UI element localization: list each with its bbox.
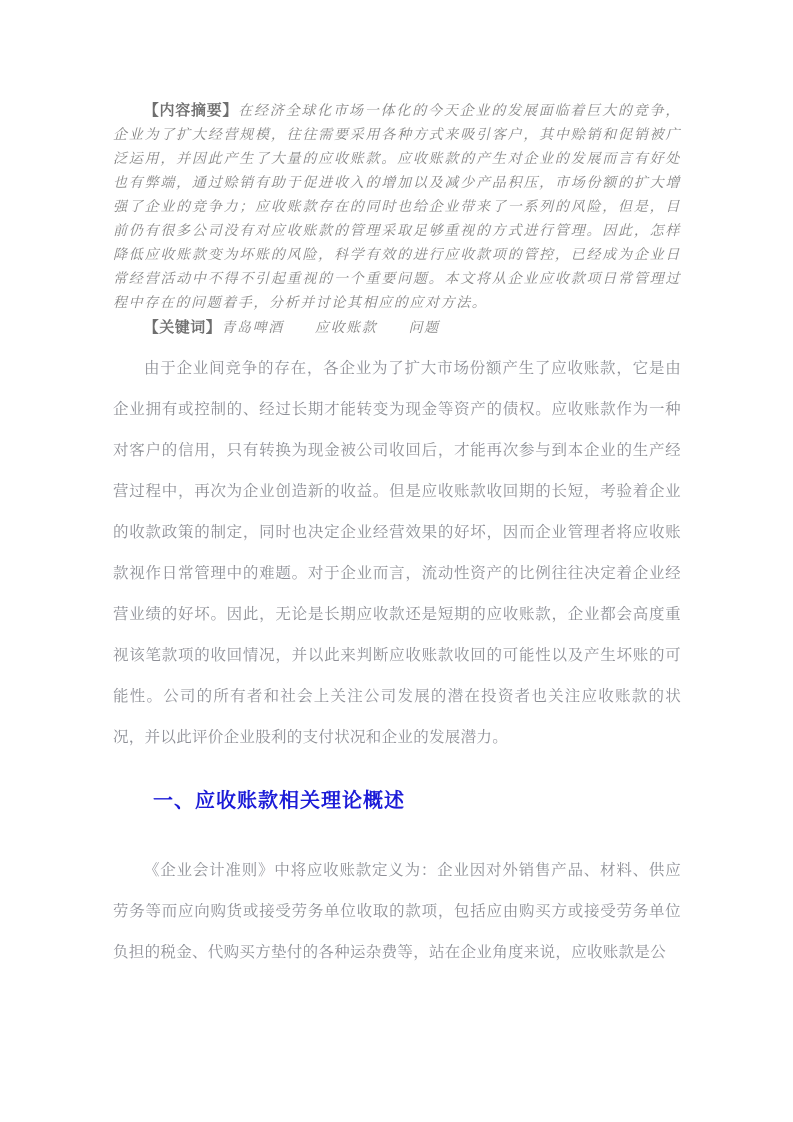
- keywords-line: [113, 315, 681, 340]
- section-heading: 一、应收账款相关理论概述: [153, 790, 405, 812]
- keywords-text: 青岛啤酒 应收账款 问题: [221, 320, 440, 336]
- abstract-paragraph: [113, 98, 681, 315]
- section-paragraph: 《企业会计准则》中将应收账款定义为：企业因对外销售产品、材料、供应劳务等而应向购货或接受劳务单位收取的款项，包括应由购买方或接受劳务单位负担的税金、代购买方垫付的各种运杂费等，站在企业角度来说，应收账款是公: [113, 862, 681, 961]
- keywords-label: 【关键词】: [143, 318, 222, 336]
- intro-paragraph: 由于企业间竞争的存在，各企业为了扩大市场份额产生了应收账款，它是由企业拥有或控制的、经过长期才能转变为现金等资产的债权。应收账款作为一种对客户的信用，只有转换为现金被公司收回后，才能再次参与到本企业的生产经营过程中，再次为企业创造新的收益。但是应收账款收回期的长短，考验着企业的收款政策的制定，同时也决定企业经营效果的好坏，因而企业管理者将应收账款视作日常管理中的难题。对于企业而言，流动性资产的比例往往决定着企业经营业绩的好坏。因此，无论是长期应收款还是短期的应收账款，企业都会高度重视该笔款项的收回情况，并以此来判断应收账款收回的可能性以及产生坏账的可能性。公司的所有者和社会上关注公司发展的潜在投资者也关注应收账款的状况，并以此评价企业股利的支付状况和企业的发展潜力。: [113, 360, 681, 746]
- abstract-label: 【内容摘要】: [143, 101, 239, 119]
- abstract-text: 在经济全球化市场一体化的今天企业的发展面临着巨大的竞争，企业为了扩大经营规模，往往需要采用各种方式来吸引客户，其中赊销和促销被广泛运用，并因此产生了大量的应收账款。应收账款的产生对企业的发展而言有好处也有弊端，通过赊销有助于促进收入的增加以及减少产品积压，市场份额的扩大增强了企业的竞争力；应收账款存在的同时也给企业带来了一系列的风险，但是，目前仍有很多公司没有对应收账款的管理采取足够重视的方式进行管理。因此，怎样降低应收账款变为坏账的风险，科学有效的进行应收款项的管控，已经成为企业日常经营活动中不得不引起重视的一个重要问题。本文将从企业应收款项日常管理过程中存在的问题着手，分析并讨论其相应的应对方法。: [113, 103, 681, 311]
